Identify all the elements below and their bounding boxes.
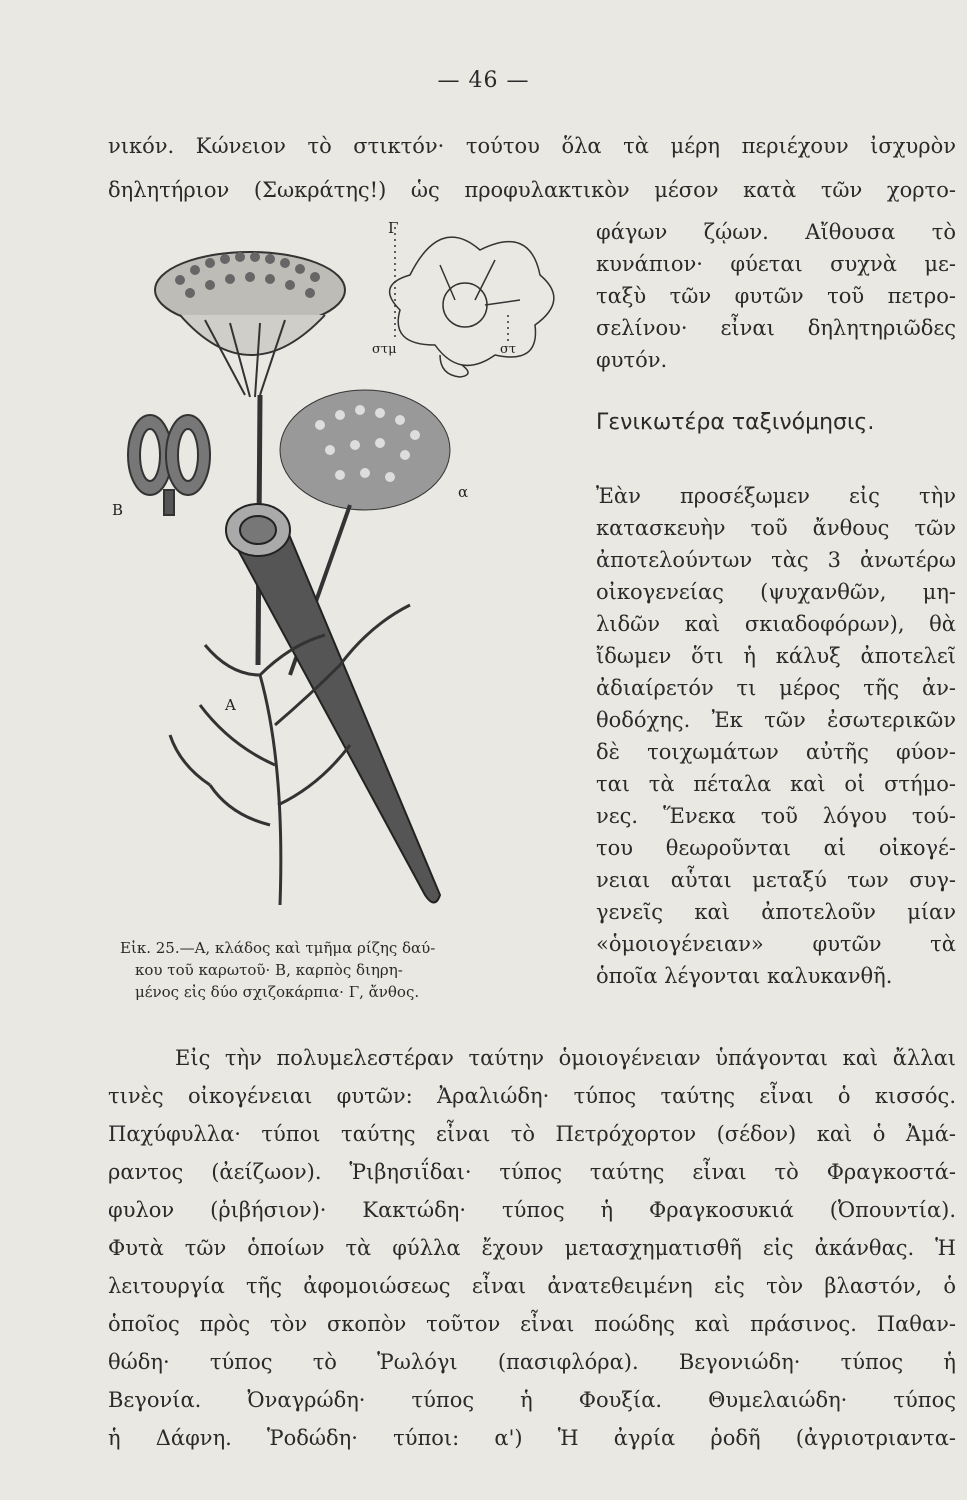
figure-label: στ <box>500 342 517 357</box>
figure-label: Β <box>112 501 124 519</box>
text-line: ραντος (ἀείζωον). Ῥιβησιΐδαι· τύπος ταύτης εἶναι τὸ Φραγκοστά- <box>108 1160 956 1184</box>
figure-label: Α <box>225 696 236 714</box>
text-line: ὁποῖα λέγονται καλυκανθῆ. <box>596 964 893 988</box>
section-heading: Γενικωτέρα ταξινόμησις. <box>596 410 875 435</box>
flower-diagram <box>390 227 554 377</box>
text-line: φυλον (ῥιβήσιον)· Κακτώδη· τύπος ἡ Φραγκοσυκιά (Ὀπουντία). <box>108 1198 956 1222</box>
plant-illustration <box>110 205 590 925</box>
text-line: ται τὰ πέταλα καὶ οἱ στήμο- <box>596 772 956 796</box>
text-line: λειτουργία τῆς ἀφομοιώσεως εἶναι ἀνατεθειμένη εἰς τὸν βλαστόν, ὁ <box>108 1274 956 1298</box>
text-line: λιδῶν καὶ σκιαδοφόρων), θὰ <box>596 612 956 636</box>
text-line: Φυτὰ τῶν ὁποίων τὰ φύλλα ἔχουν μετασχηματισθῆ εἰς ἀκάνθας. Ἡ <box>108 1236 956 1260</box>
text-line: Εἰς τὴν πολυμελεστέραν ταύτην ὁμοιογένειαν ὑπάγονται καὶ ἄλλαι <box>175 1046 956 1070</box>
text-line: νικόν. Κώνειον τὸ στικτόν· τούτου ὅλα τὰ μέρη περιέχουν ἰσχυρὸν <box>108 134 956 158</box>
text-line: νειαι αὗται μεταξύ των συγ- <box>596 868 956 892</box>
text-line: Παχύφυλλα· τύποι ταύτης εἶναι τὸ Πετρόχορτον (σέδον) καὶ ὁ Ἀμά- <box>108 1122 956 1146</box>
figure-label: α <box>458 483 469 501</box>
text-line: ἴδωμεν ὅτι ἡ κάλυξ ἀποτελεῖ <box>596 644 956 668</box>
text-line: ἀδιαίρετόν τι μέρος τῆς ἀν- <box>596 676 956 700</box>
text-line: ταξὺ τῶν φυτῶν τοῦ πετρο- <box>596 284 956 308</box>
text-line: τινὲς οἰκογένειαι φυτῶν: Ἀραλιώδη· τύπος ταύτης εἶναι ὁ κισσός. <box>108 1084 956 1108</box>
fruit-diagram <box>128 415 210 515</box>
text-line: κατασκευὴν τοῦ ἄνθους τῶν <box>596 516 956 540</box>
text-line: ἡ Δάφνη. Ῥοδώδη· τύποι: α') Ἡ ἀγρία ῥοδῆ (ἀγριοτριαντα- <box>108 1426 956 1450</box>
text-line: θοδόχης. Ἐκ τῶν ἐσωτερικῶν <box>596 708 956 732</box>
page-number: — 46 — <box>437 68 530 93</box>
figure-caption: μένος εἰς δύο σχιζοκάρπια· Γ, ἄνθος. <box>135 983 420 1001</box>
text-line: Ἐὰν προσέξωμεν εἰς τὴν <box>596 484 956 508</box>
text-line: δηλητήριον (Σωκράτης!) ὡς προφυλακτικὸν μέσον κατὰ τῶν χορτο- <box>108 178 956 202</box>
text-line: νες. Ἕνεκα τοῦ λόγου τού- <box>596 804 956 828</box>
text-line: ἀποτελούντων τὰς 3 ἀνωτέρω <box>596 548 956 572</box>
text-line: κυνάπιον· φύεται συχνὰ με- <box>596 252 956 276</box>
text-line: οἰκογενείας (ψυχανθῶν, μη- <box>596 580 956 604</box>
figure-caption: κου τοῦ καρωτοῦ· Β, καρπὸς διηρη- <box>135 961 403 979</box>
text-line: φυτόν. <box>596 348 668 372</box>
carrot-root <box>226 504 440 903</box>
text-line: «ὁμοιογένειαν» φυτῶν τὰ <box>596 932 956 956</box>
text-line: φάγων ζῴων. Αἴθουσα τὸ <box>596 220 956 244</box>
text-line: θώδη· τύπος τὸ Ῥωλόγι (πασιφλόρα). Βεγονιώδη· τύπος ἡ <box>108 1350 956 1374</box>
text-line: δὲ τοιχωμάτων αὐτῆς φύον- <box>596 740 956 764</box>
text-line: του θεωροῦνται αἱ οἰκογέ- <box>596 836 956 860</box>
text-line: σελίνου· εἶναι δηλητηριῶδες <box>596 316 956 340</box>
figure-label: στμ <box>372 342 397 357</box>
text-line: ὁποῖος πρὸς τὸν σκοπὸν τοῦτον εἶναι ποώδης καὶ πράσινος. Παθαν- <box>108 1312 956 1336</box>
text-line: Βεγονία. Ὀναγρώδη· τύπος ἡ Φουξία. Θυμελαιώδη· τύπος <box>108 1388 956 1412</box>
figure-label: Γ <box>388 219 399 237</box>
figure-caption: Εἰκ. 25.—Α, κλάδος καὶ τμῆμα ρίζης δαύ- <box>120 939 436 957</box>
text-line: γενεῖς καὶ ἀποτελοῦν μίαν <box>596 900 956 924</box>
